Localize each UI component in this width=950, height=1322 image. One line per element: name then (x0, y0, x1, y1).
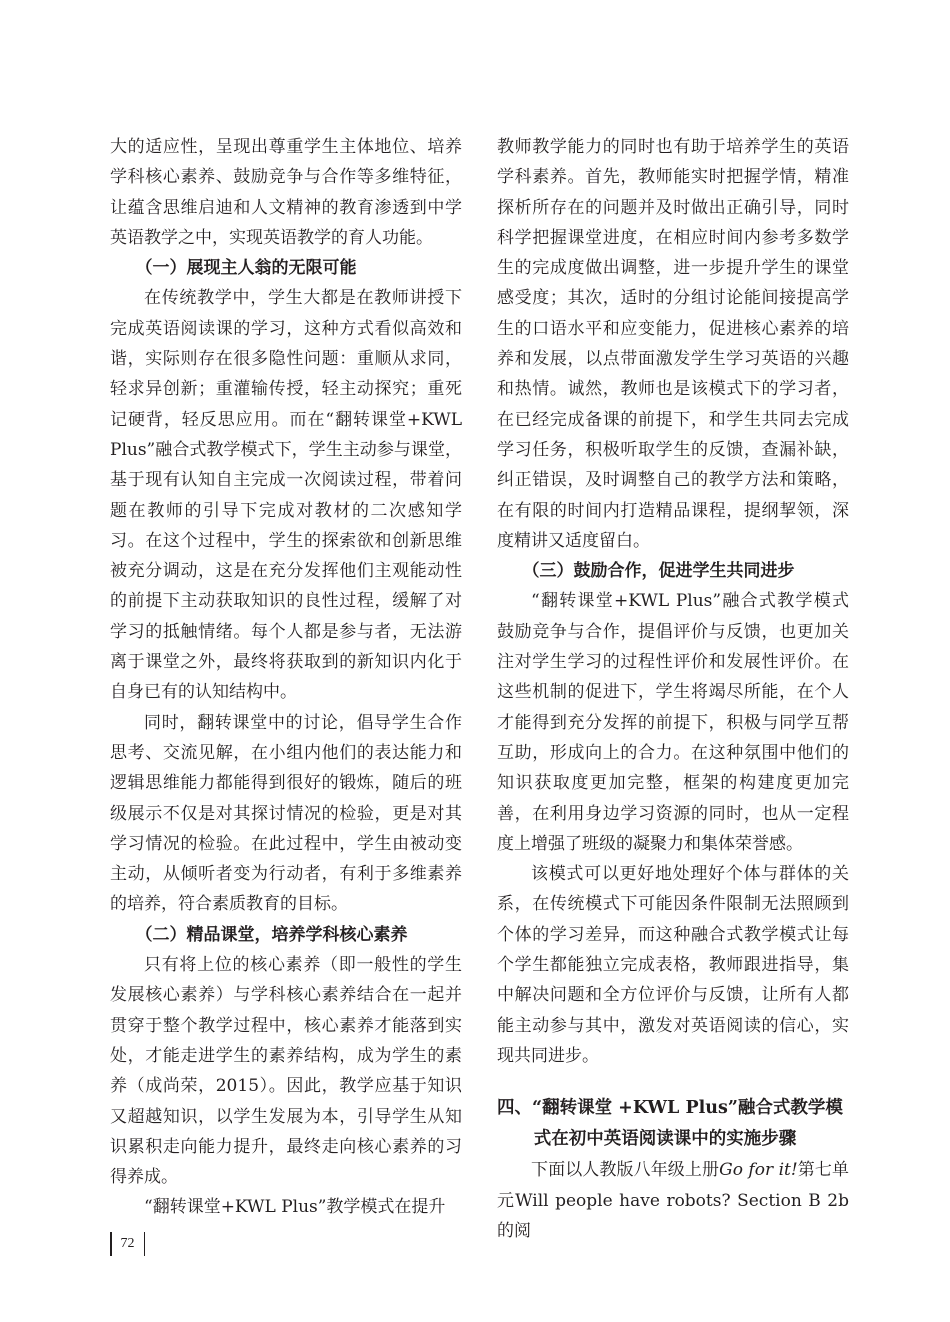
paragraph: 只有将上位的核心素养（即一般性的学生发展核心素养）与学科核心素养结合在一起并贯穿于整个教学过程中，核心素养才能落到实处，才能走进学生的素养结构，成为学生的素养（成尚荣，2015）。因此，教学应基于知识又超越知识，以学生发展为本，引导学生从知识累积走向能力提升，最终走向核心素养的习得养成。 (110, 955, 462, 1188)
page-number: 72 (120, 1236, 135, 1251)
subheading-2: （二）精品课堂，培养学科核心素养 (135, 924, 408, 945)
paragraph: 在传统教学中，学生大都是在教师讲授下完成英语阅读课的学习，这种方式看似高效和谐，实际则存在很多隐性问题：重顺从求同，轻求异创新；重灌输传授，轻主动探究；重死记硬背，轻反思应用。而在“翻转课堂+KWL Plus”融合式教学模式下，学生主动参与课堂，基于现有认知自主完成一次阅读过程，带着问题在教师的引导下完成对教材的二次感知学习。在这个过程中，学生的探索欲和创新思维被充分调动，这是在充分发挥他们主观能动性的前提下主动获取知识的良性过程，缓解了对学习的抵触情绪。每个人都是参与者，无法游离于课堂之外，最终将获取到的新知识内化于自身已有的认知结构中。 (110, 288, 462, 703)
paragraph: 该模式可以更好地处理好个体与群体的关系，在传统模式下可能因条件限制无法照顾到个体的学习差异，而这种融合式教学模式让每个学生都能独立完成表格，教师跟进指导，集中解决问题和全方位评价与反馈，让所有人都能主动参与其中，激发对英语阅读的信心，实现共同进步。 (497, 864, 849, 1066)
subheading-1: （一）展现主人翁的无限可能 (135, 258, 357, 279)
paragraph: 大的适应性，呈现出尊重学生主体地位、培养学科核心素养、鼓励竞争与合作等多维特征，让蕴含思维启迪和人文精神的教育渗透到中学英语教学之中，实现英语教学的育人功能。 (110, 137, 462, 248)
paragraph: “翻转课堂+KWL Plus”教学模式在提升 (144, 1197, 446, 1218)
section-heading: 四、“翻转课堂 +KWL Plus”融合式教学模式在初中英语阅读课中的实施步骤 (497, 1098, 843, 1150)
paragraph: 教师教学能力的同时也有助于培养学生的英语学科素养。首先，教师能实时把握学情，精准探析所存在的问题并及时做出正确引导，同时科学把握课堂进度，在相应时间内参考多数学生的完成度做出调整，进一步提升学生的课堂感受度；其次，适时的分组讨论能间接提高学生的口语水平和应变能力，促进核心素养的培养和发展，以点带面激发学生学习英语的兴趣和热情。诚然，教师也是该模式下的学习者，在已经完成备课的前提下，和学生共同去完成学习任务，积极听取学生的反馈，查漏补缺，纠正错误，及时调整自己的教学方法和策略，在有限的时间内打造精品课程，提纲挈领，深度精讲又适度留白。 (497, 137, 849, 551)
book-title: Go for it! (719, 1160, 798, 1181)
left-column (110, 132, 462, 1223)
text-run: 第七单元Will people have robots? Section B 2b的阅 (497, 1160, 849, 1241)
right-column (497, 132, 849, 1246)
text-run: 下面以人教版八年级上册 (531, 1160, 720, 1181)
page-footer (110, 1229, 145, 1259)
paragraph: 同时，翻转课堂中的讨论，倡导学生合作思考、交流见解，在小组内他们的表达能力和逻辑思维能力都能得到很好的锻炼，随后的班级展示不仅是对其探讨情况的检验，更是对其学习情况的检验。在此过程中，学生由被动变主动，从倾听者变为行动者，有利于多维素养的培养，符合素质教育的目标。 (110, 712, 462, 915)
paragraph (497, 1155, 849, 1246)
subheading-3: （三）鼓励合作，促进学生共同进步 (522, 561, 795, 582)
paragraph: “翻转课堂+KWL Plus”融合式教学模式鼓励竞争与合作，提倡评价与反馈，也更加关注对学生学习的过程性评价和发展性评价。在这些机制的促进下，学生将竭尽所能，在个人才能得到充分发挥的前提下，积极与同学互帮互助，形成向上的合力。在这种氛围中他们的知识获取度更加完整，框架的构建度更加完善，在利用身边学习资源的同时，也从一定程度上增强了班级的凝聚力和集体荣誉感。 (497, 591, 849, 854)
footer-rule (144, 1232, 146, 1256)
